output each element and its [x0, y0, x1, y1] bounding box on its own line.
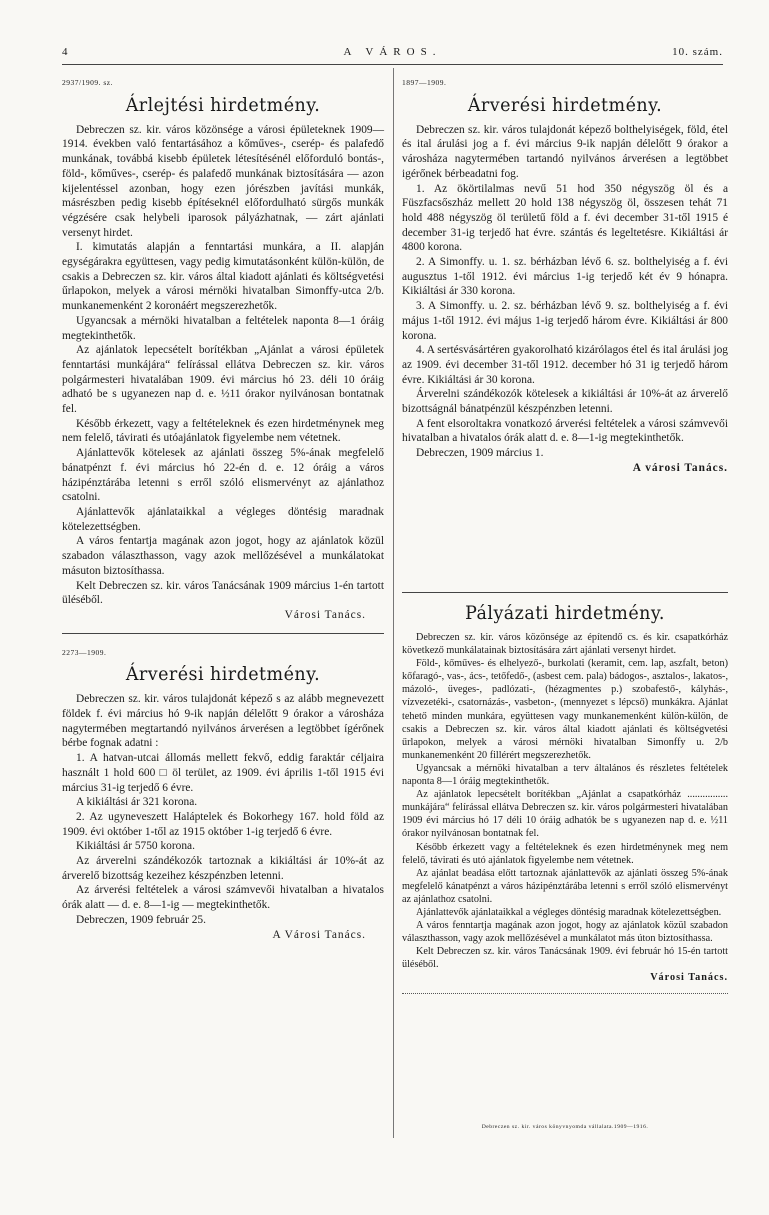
notice-paragraph: Ajánlattevők kötelesek az ajánlati összeg 5%-ának megfelelő bánatpénzt f. évi március hó 22-én d. e. 12 óráig a város házipénztárába letenni s erről szóló elismervényt az ajánlathoz csatolni.	[62, 447, 384, 504]
notice-paragraph: A város fentartja magának azon jogot, hogy az ajánlatok közül szabadon választhasson, vagy azok mellőzésével a munkálatokat másuton biztosíthassa.	[62, 535, 384, 577]
notice-paragraph: Debreczen sz. kir. város tulajdonát képező bolthelyiségek, föld, étel és ital árulási jog a f. évi március 9-ik napján délelőtt 9 órakor a városháza nagytermében tartandó nyilvános árverésen a legtöbbet igérőnek bérbeadatni fog.	[402, 123, 728, 180]
column-divider	[393, 68, 394, 1138]
notice-reference: 2273—1909.	[62, 647, 107, 657]
notice-paragraph: Ugyancsak a mérnöki hivatalban a terv általános és részletes feltételek naponta 8—1 óráig megtekinthetők.	[402, 762, 728, 788]
notice-paragraph: Az ajánlat beadása előtt tartoznak ajánlattevők az ajánlati összeg 5%-ának megfelelő kánatpénzt a város házipénztárába letenni s erről szóló elismervényt az ajánlathoz csatolni.	[402, 867, 728, 905]
notice-palyazati	[402, 601, 728, 985]
notice-paragraph: Ajánlattevők ajánlataikkal a végleges döntésig maradnak kötelezettségben.	[416, 906, 722, 918]
notice-paragraph: Árverelni szándékozók kötelesek a kikiáltási ár 10%-át az árverelő bizottságnál bánatpénzül készpénzben letenni.	[402, 388, 728, 416]
notice-paragraph: Debreczen sz. kir. város közönsége az építendő cs. és kir. csapatkórház következő munkálatainak biztosítására zárt ajánlati versenyt hirdet.	[402, 632, 728, 657]
page-number: 4	[62, 46, 71, 58]
notice-paragraph: Ugyancsak a mérnöki hivatalban a feltételek naponta 8—1 óráig megtekinthetők.	[62, 314, 384, 342]
notice-paragraph: Debreczen sz. kir. város tulajdonát képező s az alább megnevezett földek f. évi március hó 9-ik napján délelőtt 9 órakor a városháza nagytermében megtartandó nyilvános árverésen a legtöbbet ígérőnek bérbe fognak adatni :	[62, 693, 384, 750]
notice-signature: Városi Tanács.	[284, 608, 366, 621]
notice-separator	[62, 633, 384, 634]
notice-arveresi-land	[62, 646, 384, 943]
notice-paragraph: 3. A Simonffy. u. 2. sz. bérházban lévő 9. sz. bolthelyiség a f. évi május 1-től 1912. évi május 1-ig terjedő három évre. Kikiáltási ár 800 korona.	[402, 300, 728, 342]
notice-paragraph: Kikiáltási ár 5750 korona.	[76, 840, 195, 853]
notice-title: Pályázati hirdetmény.	[465, 602, 665, 624]
notice-paragraph: A város fenntartja magának azon jogot, hogy az ajánlatok közül szabadon választhasson, vagy azok mellőzésével a munkálatot más úton biztosíthassa.	[402, 920, 728, 945]
notice-paragraph: A kikiáltási ár 321 korona.	[76, 796, 198, 809]
notice-reference: 2937/1909. sz.	[62, 78, 113, 87]
issue-number: 10. szám.	[672, 46, 723, 58]
footer-rule	[402, 993, 728, 994]
notice-paragraph: Ajánlattevők ajánlataikkal a végleges döntésig maradnak kötelezettségben.	[62, 505, 384, 533]
notice-paragraph: 2. A Simonffy. u. 1. sz. bérházban lévő 6. sz. bolthelyiség a f. évi augusztus 1-től 1912. évi március 1-ig terjedő két év 9 hónapra. Kikiáltási ár 330 korona.	[402, 256, 728, 298]
header-rule	[62, 64, 723, 65]
notice-paragraph: 4. A sertésvásártéren gyakorolható kizárólagos étel és ital árulási jog az 1909. évi december 31-től 1912. december hó 31 ig terjedő három évre. Kikiáltási ár 30 korona.	[402, 344, 728, 386]
publication-title: A VÁROS.	[343, 46, 442, 58]
notice-title: Árlejtési hirdetmény.	[125, 93, 321, 116]
printer-imprint: Debreczen sz. kir. város könyvnyomda vállalata.1909—1916.	[481, 1124, 649, 1130]
notice-signature: A városi Tanács.	[632, 461, 728, 474]
notice-title: Árverési hirdetmény.	[467, 93, 663, 116]
notice-paragraph: Az ajánlatok lepecsételt borítékban „Ajánlat a csapatkórház ................ munkájára“ felírással ellátva Debreczen sz. kir. város polgármesteri hivatalában 1909 évi március hó 17 déli 10 óráig adhatók be s ugyanezen nap d. e. ½11 órakor nyilvánosan bontatnak fel.	[402, 789, 728, 840]
notice-paragraph: 2. Az ugyneveszett Haláptelek és Bokorhegy 167. hold föld az 1909. évi október 1-től az 1915 október 1-ig terjedő 6 évre.	[62, 810, 384, 838]
notice-paragraph: Kelt Debreczen sz. kir. város Tanácsának 1909 március 1-én tartott üléséből.	[62, 579, 384, 607]
left-column	[62, 76, 384, 942]
notice-arveresi-shops	[402, 76, 728, 476]
notice-paragraph: Az árverési feltételek a városi számvevői hivatalban a hivatalos órák alatt — d. e. 8—1-ig — megtekinthetők.	[62, 884, 384, 912]
notice-arlejtesi	[62, 76, 384, 623]
notice-paragraph: 1. Az ökörtilalmas nevű 51 hod 350 négyszög öl és a Füszfacsőszház mellett 20 hold 138 négyszög öl, összesen tehát 71 hold 488 négyszög öl területű föld a f. évi december 31-től 1915 é december 31-ig terjedő hat évre. szántás és legeltetésre. Kikiáltási ár 4800 korona.	[402, 182, 728, 254]
notice-signature: A Városi Tanács.	[272, 928, 366, 941]
notice-paragraph: Debreczen, 1909 március 1.	[416, 447, 544, 460]
notice-paragraph: Kelt Debreczen sz. kir. város Tanácsának 1909. évi február hó 15-én tartott üléséből.	[402, 946, 728, 971]
notice-paragraph: 1. A hatvan-utcai állomás mellett fekvő, eddig faraktár céljaira használt 1 hold 600 □ öl terület, az 1909. évi április 1-től 1915 évi március 31-ig terjedő 6 évre.	[62, 752, 384, 794]
notice-paragraph: Az árverelni szándékozók tartoznak a kikiáltási ár 10%-át az árverelő bizottság kezeihez készpénzben letenni.	[62, 855, 384, 882]
notice-title: Árverési hirdetmény.	[125, 663, 321, 686]
notice-paragraph: Föld-, kőműves- és elhelyező-, burkolati (keramit, cem. lap, aszfalt, beton) kőfaragó-, vas-, ács-, tetőfedő-, (asbest cem. pala) bádogos-, asztalos-, lakatos-, mázoló-, üveges-, padlózati-, (hézagmentes p.) szobafestő-, kályhás-, vízvezetéki-, csatornázás-, vasbeton-, (mennyezet s lépcső) munkákra. Ajánlat tehető minden munkára, együttesen vagy munkanemenként külön-külön, de csakis a Debreczen sz. kir. város által kiadott ajánlati és költségvetési űrlapokon, melyek a városi mérnöki hivatalban Simonffy u. 2/b munkanemenként 20 fillérért megszerezhetők.	[402, 658, 728, 761]
notice-paragraph: A fent elsoroltakra vonatkozó árverési feltételek a városi számvevői hivatalban a hivatalos órák alatt d. e. 8—1-ig megtekinthetők.	[402, 417, 728, 445]
notice-paragraph: Debreczen sz. kir. város közönsége a városi épületeknek 1909—1914. években való fentartásához a kőműves-, cserép- és palafedő munkának, továbbá kisebb épületek létesítésénél előforduló bontás-, föld-, kőműves-, cserép- és palafedő munkának biztosítására — azon kijelentéssel azonban, hogy ezen jórészben javítási munkák, másrészben pedig kisebb építéseknél előfordulható sürgős munkák végzésére csak helybeli iparosok pályázhatnak, — zárt ajánlati versenyt hirdet.	[62, 123, 384, 239]
notice-paragraph: Később érkezett, vagy a feltételeknek és ezen hirdetménynek meg nem felelő, távirati és utóajánlatok figyelembe nem vétetnek.	[62, 417, 384, 445]
notice-paragraph: Debreczen, 1909 február 25.	[76, 913, 206, 926]
notice-paragraph: Az ajánlatok lepecsételt borítékban „Ajánlat a városi épületek fenntartási munkájára“ felírással ellátva Debreczen sz. kir. város polgármesteri hivatalában 1909. évi március hó 23. déli 10 óráig adható be s ugyanezen nap d. e. ½11 órakor nyilvánosan bontatnak fel.	[62, 344, 384, 416]
notice-paragraph: Később érkezett vagy a feltételeknek és ezen hirdetménynek meg nem felelő, távirati és utó ajánlatok figyelembe nem vétetnek.	[402, 841, 728, 866]
right-column-top	[402, 76, 728, 476]
right-column-bottom	[402, 592, 728, 998]
notice-paragraph: I. kimutatás alapján a fenntartási munkára, a II. alapján egységárakra együttesen, vagy pedig kimutatásonként külön-külön, de csakis a Debreczen sz. kir. város által kiadott ajánlati és költségvetési űrlapokon, melyek a városi mérnöki hivatalban Simonffy-utca 2/b. munkanemenként 2 koronáért megszerezhetők.	[62, 241, 384, 313]
notice-separator	[402, 592, 728, 593]
notice-signature: Városi Tanács.	[650, 972, 728, 984]
notice-reference: 1897—1909.	[402, 78, 447, 87]
